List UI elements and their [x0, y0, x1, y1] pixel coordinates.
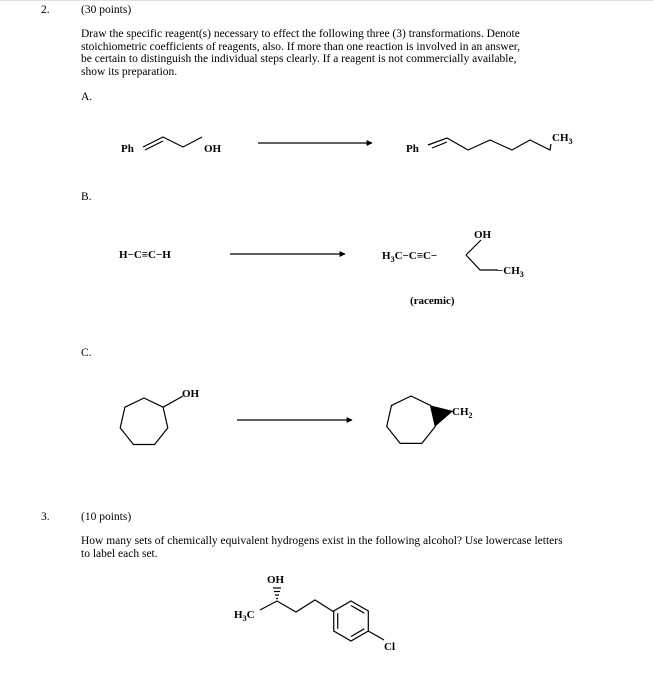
propargyl-chain-label: $H_3C-C\equiv C-$ — [382, 250, 438, 264]
part-a-product — [406, 132, 573, 155]
benzene-ring — [334, 601, 369, 641]
alkene-chain-bonds — [143, 137, 202, 150]
part-a-label: A. — [81, 91, 93, 103]
hydroxyl-label: OH — [267, 574, 285, 586]
chain-bonds — [260, 600, 334, 612]
chloro-bond — [368, 631, 384, 640]
instruction-line: be certain to distinguish the individual steps clearly. If a reagent is not commercially available, — [81, 53, 517, 65]
part-b-product — [382, 229, 524, 279]
hydroxyl-label: OH — [182, 388, 200, 400]
racemic-note: (racemic) — [410, 295, 455, 307]
product-chain-bonds — [428, 138, 551, 150]
phenyl-label: Ph — [406, 143, 419, 155]
part-c-label: C. — [81, 347, 92, 359]
question-2-number: 2. — [41, 4, 50, 16]
chlorine-label: Cl — [384, 641, 395, 653]
carbinol-bond — [163, 396, 183, 407]
methyl-label: $CH_3$ — [552, 132, 573, 146]
hashed-wedge-bond — [273, 588, 281, 599]
methyl-label: $H_3C$ — [234, 609, 255, 623]
methyl-label: $-CH_3$ — [497, 265, 524, 279]
alcohol-carbon-bonds — [466, 240, 498, 270]
methylene-label: $CH_2$ — [452, 406, 473, 420]
hydroxyl-label: OH — [474, 229, 492, 241]
question-line: to label each set. — [81, 547, 158, 560]
part-c-product — [387, 396, 473, 443]
cycloheptane-ring — [120, 398, 168, 445]
question-3-number: 3. — [41, 511, 50, 523]
question-2-points: (30 points) — [81, 4, 132, 16]
instruction-line: stoichiometric coefficients of reagents, also. If more than one reaction is involved in an answer, — [81, 40, 521, 53]
question-3-points: (10 points) — [81, 511, 132, 523]
question-line: How many sets of chemically equivalent hydrogens exist in the following alcohol? Use lowercase letters — [81, 535, 563, 547]
acetylene-formula: H−C≡C−H — [119, 249, 171, 261]
cycloheptane-ring — [387, 396, 436, 443]
instruction-line: Draw the specific reagent(s) necessary to effect the following three (3) transformations. Denote — [81, 28, 520, 40]
instruction-line: show its preparation. — [81, 65, 178, 78]
hydroxyl-label: OH — [204, 143, 222, 155]
aromatic-double-bonds — [338, 606, 365, 637]
q3-alcohol-structure — [234, 574, 395, 653]
cyclopropane-wedge — [431, 405, 454, 426]
part-b-label: B. — [81, 191, 92, 203]
part-a-reactant — [121, 137, 222, 155]
part-c-reactant — [120, 388, 199, 445]
phenyl-label: Ph — [121, 143, 134, 155]
